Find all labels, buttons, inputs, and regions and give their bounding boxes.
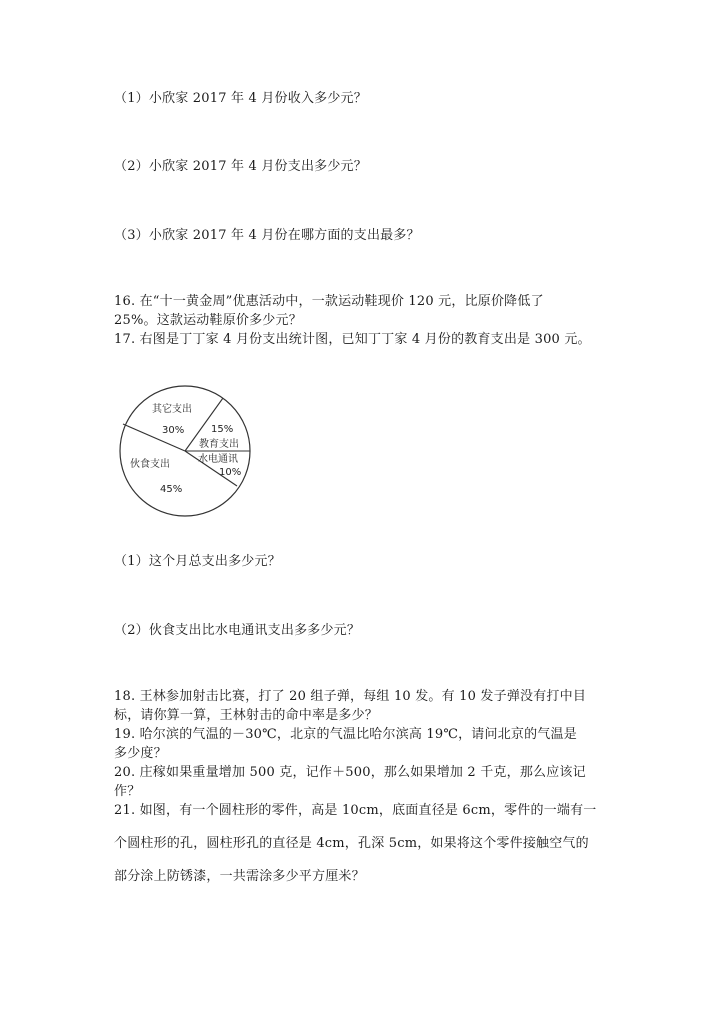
- q21-line-3: 部分涂上防锈漆，一共需涂多少平方厘米？: [114, 869, 365, 884]
- label-utilities-name: 水电通讯: [198, 454, 238, 465]
- q17-sub-2: （2）伙食支出比水电通讯支出多多少元？: [114, 623, 361, 638]
- q21-line-2: 个圆柱形的孔，圆柱形孔的直径是 4cm，孔深 5cm，如果将这个零件接触空气的: [114, 836, 589, 851]
- q18-line-1: 18. 王林参加射击比赛，打了 20 组子弹，每组 10 发。有 10 发子弹没有打中目: [114, 689, 587, 704]
- pie-chart-svg: [112, 382, 257, 518]
- label-education-name: 教育支出: [199, 439, 239, 450]
- label-food-name: 伙食支出: [130, 459, 170, 470]
- q15-sub-2: （2）小欣家 2017 年 4 月份支出多少元？: [114, 159, 367, 174]
- q17-line-1: 17. 右图是丁丁家 4 月份支出统计图，已知丁丁家 4 月份的教育支出是 300 元。: [114, 332, 591, 347]
- q20-line-2: 作？: [114, 784, 141, 799]
- label-food-pct: 45%: [160, 484, 183, 495]
- label-other-pct: 30%: [162, 425, 185, 436]
- label-other-name: 其它支出: [152, 404, 192, 415]
- label-education-pct: 15%: [211, 424, 234, 435]
- q19-line-2: 多少度？: [114, 746, 167, 761]
- q18-line-2: 标，请你算一算，王林射击的命中率是多少？: [114, 708, 379, 723]
- q15-sub-3: （3）小欣家 2017 年 4 月份在哪方面的支出最多？: [114, 228, 420, 243]
- q16-line-2: 25%。这款运动鞋原价多少元？: [114, 313, 302, 328]
- pie-chart: [112, 382, 257, 518]
- q15-sub-1: （1）小欣家 2017 年 4 月份收入多少元？: [114, 91, 367, 106]
- q21-line-1: 21. 如图，有一个圆柱形的零件，高是 10cm，底面直径是 6cm，零件的一端有一: [114, 803, 597, 818]
- q19-line-1: 19. 哈尔滨的气温的－30℃，北京的气温比哈尔滨高 19℃，请问北京的气温是: [114, 727, 577, 742]
- q20-line-1: 20. 庄稼如果重量增加 500 克，记作＋500，那么如果增加 2 千克，那么应该记: [114, 765, 586, 780]
- label-utilities-pct: 10%: [219, 467, 242, 478]
- q17-sub-1: （1）这个月总支出多少元？: [114, 554, 281, 569]
- q16-line-1: 16. 在“十一黄金周”优惠活动中，一款运动鞋现价 120 元，比原价降低了: [114, 294, 544, 309]
